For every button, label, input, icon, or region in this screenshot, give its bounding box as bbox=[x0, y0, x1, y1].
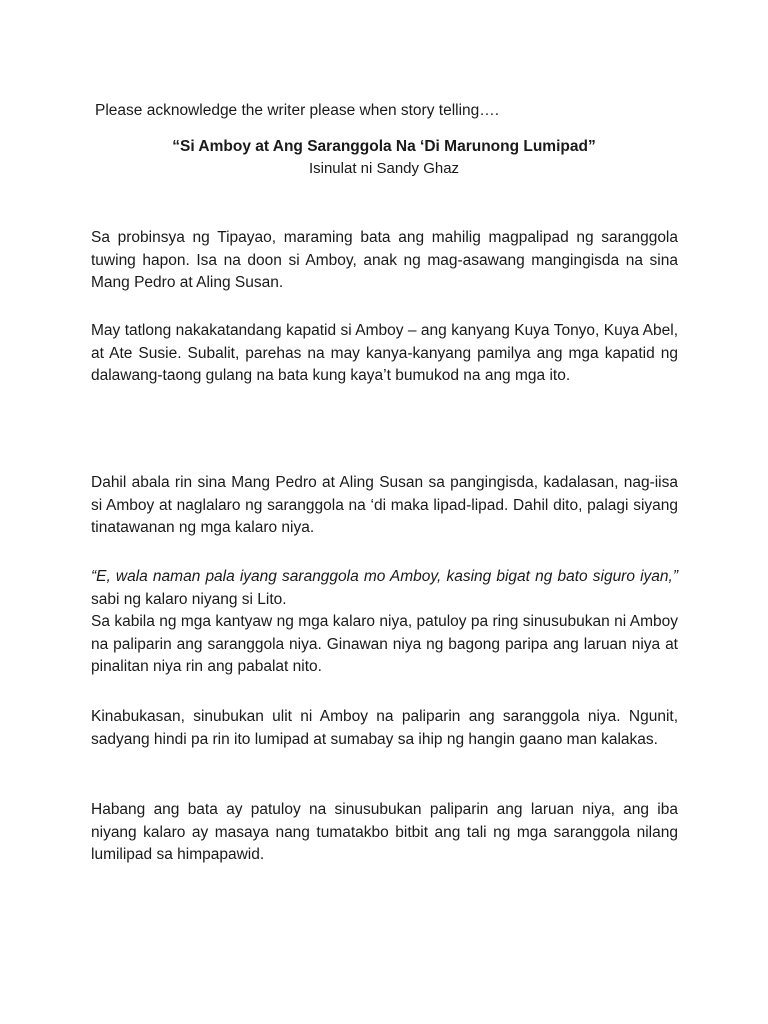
paragraph-2: May tatlong nakakatandang kapatid si Amboy – ang kanyang Kuya Tonyo, Kuya Abel, at Ate Susie. Subalit, parehas na may kanya-kanyang pamilya ang mga kapatid ng dalawang-taong gulang na bata kung kaya’t bumukod na ang mga ito. bbox=[91, 322, 678, 384]
paragraph-4 bbox=[91, 566, 678, 679]
paragraph-6: Habang ang bata ay patuloy na sinusubukan paliparin ang laruan niya, ang iba niyang kalaro ay masaya nang tumatakbo bitbit ang tali ng mga saranggola nilang lumilipad sa himpapawid. bbox=[91, 801, 678, 863]
story-title: “Si Amboy at Ang Saranggola Na ‘Di Marunong Lumipad” bbox=[172, 138, 596, 155]
dialogue-attribution: sabi ng kalaro niyang si Lito. bbox=[91, 590, 287, 608]
author-byline: Isinulat ni Sandy Ghaz bbox=[308, 160, 460, 177]
acknowledgement-note: Please acknowledge the writer please when story telling…. bbox=[95, 102, 500, 119]
paragraph-5: Kinabukasan, sinubukan ulit ni Amboy na paliparin ang saranggola niya. Ngunit, sadyang hindi pa rin ito lumipad at sumabay sa ihip ng hangin gaano man kalakas. bbox=[91, 708, 678, 748]
paragraph-1: Sa probinsya ng Tipayao, maraming bata ang mahilig magpalipad ng saranggola tuwing hapon. Isa na doon si Amboy, anak ng mag-asawang mangingisda na sina Mang Pedro at Aling Susan. bbox=[91, 229, 678, 291]
paragraph-3: Dahil abala rin sina Mang Pedro at Aling Susan sa pangingisda, kadalasan, nag-iisa si Amboy at naglalaro ng saranggola na ‘di maka lipad-lipad. Dahil dito, palagi siyang tinatawanan ng mga kalaro niya. bbox=[91, 474, 678, 536]
dialogue-quote: “E, wala naman pala iyang saranggola mo Amboy, kasing bigat ng bato siguro iyan,” bbox=[91, 568, 678, 585]
paragraph-4-body: Sa kabila ng mga kantyaw ng mga kalaro niya, patuloy pa ring sinusubukan ni Amboy na paliparin ang saranggola niya. Ginawan niya ng bagong paripa ang laruan niya at pinalitan niya rin ang pabalat nito. bbox=[91, 613, 678, 675]
